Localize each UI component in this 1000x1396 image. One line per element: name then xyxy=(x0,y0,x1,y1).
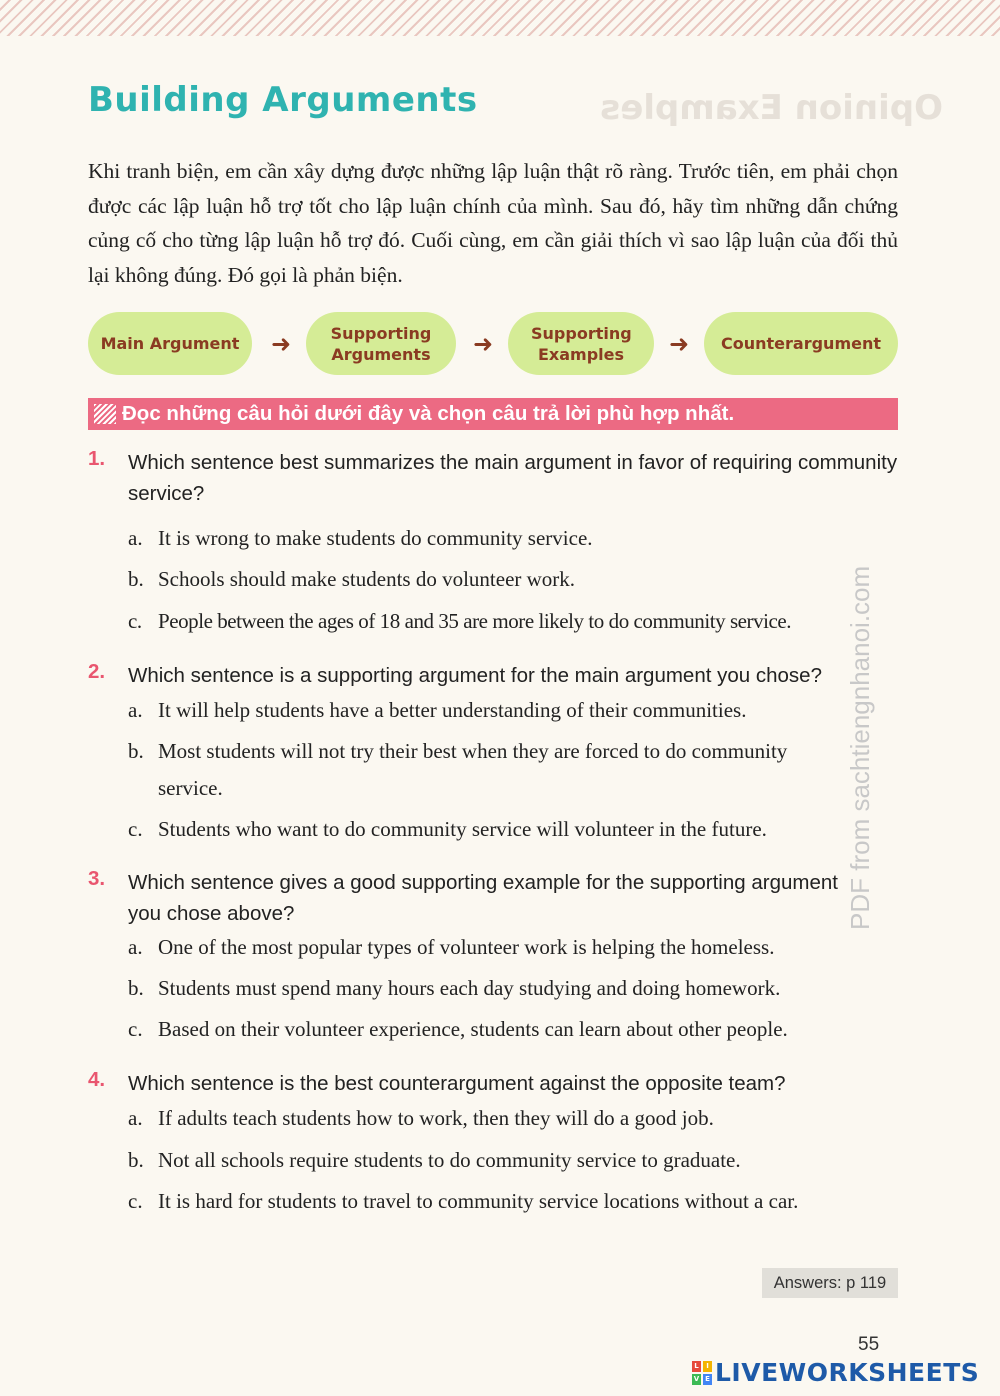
page-number: 55 xyxy=(858,1334,880,1355)
logo-text: LIVEWORKSHEETS xyxy=(715,1358,980,1387)
question-text: Which sentence is the best counterargument against the opposite team? xyxy=(128,1072,786,1095)
question-number: 2. xyxy=(88,660,106,683)
option-text: It will help students have a better understanding of their communities. xyxy=(158,698,747,722)
intro-paragraph: Khi tranh biện, em cần xây dựng được những lập luận thật rõ ràng. Trước tiên, em phải chọn được các lập luận hỗ trợ tốt cho lập luận chính của mình. Sau đó, hãy tìm những dẫn chứng củng cố cho từng lập luận hỗ trợ đó. Cuối cùng, em cần giải thích vì sao lập luận của đối thủ lại không đúng. Đó gọi là phản biện. xyxy=(88,159,898,287)
liveworksheets-logo[interactable] xyxy=(692,1358,979,1387)
option-letter: c. xyxy=(128,1189,143,1213)
option-text: Based on their volunteer experience, students can learn about other people. xyxy=(158,1017,788,1041)
question-text: Which sentence best summarizes the main argument in favor of requiring community service? xyxy=(128,451,898,505)
option-letter: a. xyxy=(128,1106,143,1130)
option-text: Not all schools require students to do community service to graduate. xyxy=(158,1148,741,1172)
option-text: Most students will not try their best when they are forced to do community service. xyxy=(158,739,788,800)
watermark: PDF from sachtiengnhanoi.com xyxy=(845,565,875,930)
option-text: People between the ages of 18 and 35 are more likely to do community service. xyxy=(158,609,792,633)
question-text: Which sentence gives a good supporting example for the supporting argument you chose above? xyxy=(128,871,838,925)
option-text: Students must spend many hours each day studying and doing homework. xyxy=(158,976,781,1000)
bleed-through-title: Opinion Examples xyxy=(600,88,943,128)
option-text: It is hard for students to travel to community service locations without a car. xyxy=(158,1189,799,1213)
decorative-top-stripe xyxy=(0,0,1000,36)
option-letter: a. xyxy=(128,935,143,959)
option-letter: a. xyxy=(128,526,143,550)
option-text: If adults teach students how to work, then they will do a good job. xyxy=(158,1106,714,1130)
option-letter: c. xyxy=(128,609,142,633)
instruction-text: Đọc những câu hỏi dưới đây và chọn câu trả lời phù hợp nhất. xyxy=(122,402,735,425)
option-text: One of the most popular types of volunteer work is helping the homeless. xyxy=(158,935,775,959)
flow-step-supporting-examples: Supporting Examples xyxy=(508,312,654,375)
question-number: 1. xyxy=(88,447,106,470)
arrow-right-icon: ➜ xyxy=(472,330,494,358)
arrow-right-icon: ➜ xyxy=(270,330,292,358)
flow-step-main-argument: Main Argument xyxy=(88,312,252,375)
option-letter: c. xyxy=(128,1017,143,1041)
logo-grid-icon: L I V E xyxy=(692,1361,712,1385)
question-number: 4. xyxy=(88,1068,106,1091)
option-letter: b. xyxy=(128,739,144,763)
page-title: Building Arguments xyxy=(88,80,478,120)
answers-reference: Answers: p 119 xyxy=(762,1268,898,1298)
option-letter: b. xyxy=(128,976,144,1000)
option-letter: b. xyxy=(128,567,144,591)
hatch-icon xyxy=(94,404,116,424)
flow-step-counterargument: Counterargument xyxy=(704,312,898,375)
option-text: Schools should make students do volunteer work. xyxy=(158,567,576,591)
option-letter: a. xyxy=(128,698,143,722)
option-letter: b. xyxy=(128,1148,144,1172)
instruction-banner xyxy=(88,398,898,430)
option-text: Students who want to do community service will volunteer in the future. xyxy=(158,817,767,841)
arrow-right-icon: ➜ xyxy=(668,330,690,358)
flow-step-supporting-arguments: Supporting Arguments xyxy=(306,312,456,375)
option-text: It is wrong to make students do community service. xyxy=(158,526,593,550)
question-number: 3. xyxy=(88,867,106,890)
question-text: Which sentence is a supporting argument for the main argument you chose? xyxy=(128,664,822,687)
option-letter: c. xyxy=(128,817,143,841)
